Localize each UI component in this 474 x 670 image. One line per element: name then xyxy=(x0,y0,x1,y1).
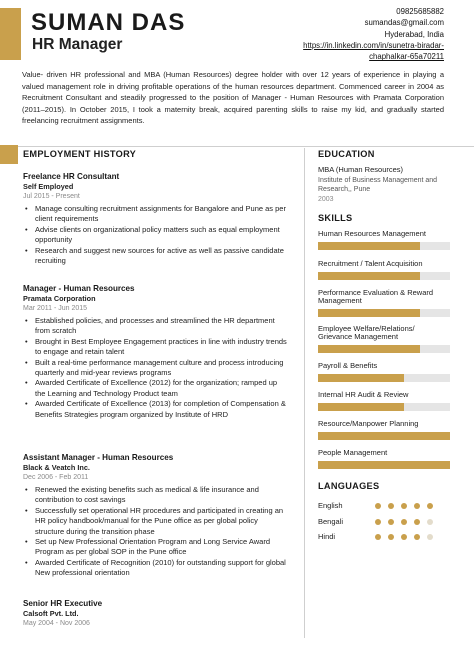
skill-item xyxy=(318,325,450,341)
skill-name: Human Resources Management xyxy=(318,229,426,238)
rating-dot-empty xyxy=(427,519,433,525)
job-bullet: • Established policies, and processes and streamlined the HR department from scratch xyxy=(23,316,288,337)
skill-bar xyxy=(318,403,450,411)
rating-dot-filled xyxy=(388,519,394,525)
skill-bar xyxy=(318,309,450,317)
education-heading: EDUCATION xyxy=(318,149,375,159)
skill-bar xyxy=(318,461,450,469)
job-dates: Dec 2006 - Feb 2011 xyxy=(23,474,89,481)
language-name: English xyxy=(318,501,343,510)
rating-dot-filled xyxy=(427,503,433,509)
education-degree: MBA (Human Resources) xyxy=(318,165,404,174)
job-bullet: • Brought in Best Employee Engagement practices in line with industry trends to engage and retain talent xyxy=(23,337,288,358)
job-entry-1 xyxy=(23,171,288,266)
job-bullets xyxy=(23,204,288,266)
skill-bar-fill xyxy=(318,374,404,382)
linkedin-link-line1[interactable]: https://in.linkedin.com/in/sunetra-biradar- xyxy=(303,40,444,50)
skill-item xyxy=(318,289,450,305)
skill-bar xyxy=(318,432,450,440)
skill-name: People Management xyxy=(318,448,388,457)
language-item xyxy=(318,500,458,512)
skill-bar-fill xyxy=(318,345,420,353)
language-name: Hindi xyxy=(318,532,336,541)
job-bullet: • Awarded Certificate of Excellence (2013) for completion of Compensation & Benefits Strategies program organized by Institute of HRD xyxy=(23,399,288,420)
skill-name: Employee Welfare/Relations/ Grievance Management xyxy=(318,324,415,342)
candidate-title: HR Manager xyxy=(32,36,123,53)
rating-dot-filled xyxy=(414,503,420,509)
contact-block xyxy=(303,6,444,62)
skill-item xyxy=(318,230,450,238)
rating-dot-filled xyxy=(414,534,420,540)
linkedin-link-line2[interactable]: chaphalkar-65a70211 xyxy=(369,52,444,62)
language-item xyxy=(318,531,458,543)
languages-heading: LANGUAGES xyxy=(318,481,380,491)
rating-dot-filled xyxy=(388,503,394,509)
skill-item xyxy=(318,260,450,268)
language-rating xyxy=(375,519,433,525)
rating-dot-empty xyxy=(427,534,433,540)
skill-bar-fill xyxy=(318,432,450,440)
job-bullet: • Successfully set operational HR procedures and participated in creating an HR policy handbook/manual for the Pune office as per global policy structure during the transition phase xyxy=(23,506,288,537)
job-bullets xyxy=(23,316,288,420)
job-bullet: • Awarded Certificate of Recognition (2010) for outstanding support for global New professional orientation xyxy=(23,558,288,579)
employment-heading: EMPLOYMENT HISTORY xyxy=(23,149,137,159)
job-bullet: • Research and suggest new sources for active as well as passive candidate recruiting xyxy=(23,246,288,267)
skill-name: Payroll & Benefits xyxy=(318,361,378,370)
language-item xyxy=(318,516,458,528)
phone-number: 09825685882 xyxy=(396,7,444,16)
education-year: 2003 xyxy=(318,196,334,203)
job-bullet: • Renewed the existing benefits such as medical & life insurance and contribution to cost savings xyxy=(23,485,288,506)
skill-bar-fill xyxy=(318,272,420,280)
job-company: Self Employed xyxy=(23,182,74,191)
rating-dot-filled xyxy=(375,503,381,509)
candidate-name: SUMAN DAS xyxy=(31,9,186,36)
language-name: Bengali xyxy=(318,517,344,526)
rating-dot-filled xyxy=(401,503,407,509)
skill-bar xyxy=(318,242,450,250)
skill-bar xyxy=(318,374,450,382)
skill-bar xyxy=(318,345,450,353)
job-bullet: • Built a real-time performance management culture and process introducing quarterly and mid-year reviews programs xyxy=(23,358,288,379)
skill-item xyxy=(318,449,450,457)
job-dates: Mar 2011 - Jun 2015 xyxy=(23,305,88,312)
job-company: Pramata Corporation xyxy=(23,294,96,303)
email-address[interactable]: sumandas@gmail.com xyxy=(364,18,444,28)
skill-bar-fill xyxy=(318,309,420,317)
job-entry-2 xyxy=(23,283,288,420)
professional-summary: Value- driven HR professional and MBA (Human Resources) degree holder with over 12 years of experience in playing a valued management role in driving profitable operations of the human resources department. Commenced career in 2004 as Recruitment Consultant and steadily progressed to the position of Manager - Human Resources with Pramata Corporation (2011–2015). In October 2015, I took a maternity break, acquired parenting skills to raise my kid, and gradually started freelancing recruitment assignments. xyxy=(22,70,444,126)
skill-name: Performance Evaluation & Reward Management xyxy=(318,288,434,306)
job-bullet: • Advise clients on organizational policy matters such as equal employment opportunity xyxy=(23,225,288,246)
skill-name: Recruitment / Talent Acquisition xyxy=(318,259,423,268)
skill-name: Internal HR Audit & Review xyxy=(318,390,409,399)
job-title: Manager - Human Resources xyxy=(23,284,135,293)
skill-name: Resource/Manpower Planning xyxy=(318,419,419,428)
skill-item xyxy=(318,362,450,370)
rating-dot-filled xyxy=(375,519,381,525)
header-accent-bar xyxy=(0,8,21,60)
language-rating xyxy=(375,534,433,540)
job-title: Assistant Manager - Human Resources xyxy=(23,453,174,462)
job-title: Senior HR Executive xyxy=(23,599,103,608)
job-bullets xyxy=(23,485,288,579)
column-divider xyxy=(304,148,305,638)
skill-bar-fill xyxy=(318,242,420,250)
rating-dot-filled xyxy=(401,534,407,540)
job-bullet: • Manage consulting recruitment assignments for Bangalore and Pune as per client requirements xyxy=(23,204,288,225)
job-bullet: • Set up New Professional Orientation Program and Long Service Award Program as per global SOP in the Pune office xyxy=(23,537,288,558)
job-company: Calsoft Pvt. Ltd. xyxy=(23,609,79,618)
job-bullet: • Awarded Certificate of Excellence (2012) for the organization; ramped up the Learning and Technology Product team xyxy=(23,378,288,399)
rating-dot-filled xyxy=(375,534,381,540)
section-divider xyxy=(0,146,474,147)
job-entry-4 xyxy=(23,598,288,631)
skill-bar-fill xyxy=(318,403,404,411)
language-rating xyxy=(375,503,433,509)
rating-dot-filled xyxy=(401,519,407,525)
location: Hyderabad, India xyxy=(384,29,444,39)
job-dates: May 2004 - Nov 2006 xyxy=(23,620,90,627)
rating-dot-filled xyxy=(414,519,420,525)
employment-accent-bar xyxy=(0,145,18,164)
skill-item xyxy=(318,391,450,399)
skill-item xyxy=(318,420,450,428)
education-school: Institute of Business Management and Research,, Pune xyxy=(318,177,438,193)
job-title: Freelance HR Consultant xyxy=(23,172,120,181)
job-entry-3 xyxy=(23,452,288,579)
education-entry xyxy=(318,165,458,205)
job-company: Black & Veatch Inc. xyxy=(23,463,90,472)
skill-bar-fill xyxy=(318,461,450,469)
skills-heading: SKILLS xyxy=(318,213,353,223)
skill-bar xyxy=(318,272,450,280)
job-dates: Jul 2015 - Present xyxy=(23,193,80,200)
rating-dot-filled xyxy=(388,534,394,540)
